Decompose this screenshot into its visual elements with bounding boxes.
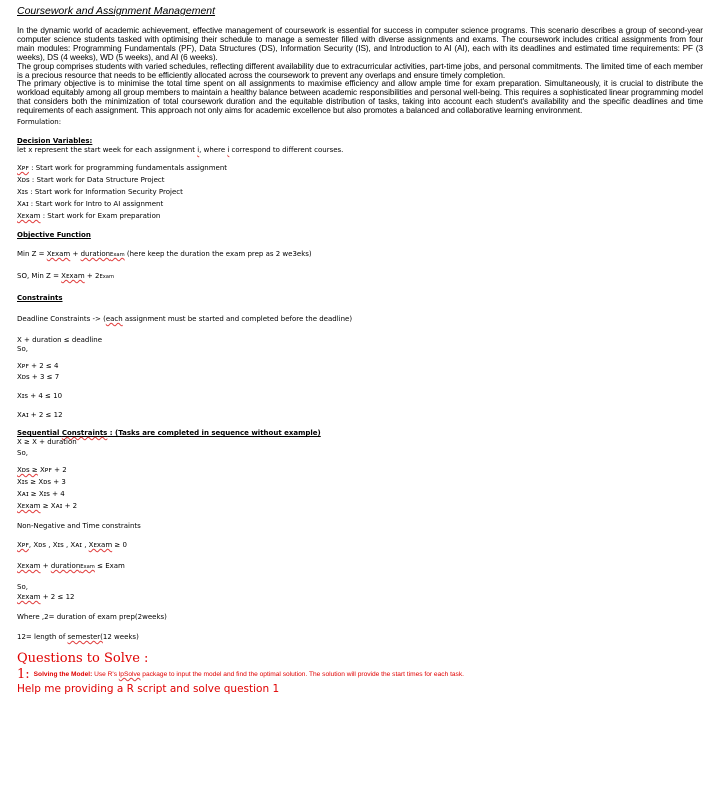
objective-line-2: SO, Min Z = Xᴇxam + 2Exam [17, 272, 115, 281]
nonneg-so: So, [17, 583, 28, 592]
deadline-ineq-ds: Xᴅꜱ + 3 ≤ 7 [17, 373, 60, 382]
decision-var-is: Xɪꜱ : Start work for Information Security Project [17, 188, 183, 197]
formulation-label: Formulation: [17, 118, 62, 127]
constraints-heading: Constraints [17, 294, 63, 303]
intro-paragraph-3: The primary objective is to minimise the total time spent on all assignments to maximise efficiency and allow ample time for exam preparation. Simultaneously, it is crucial to distribute the workload equitably among all group members to maintain a healthy balance between academic responsibilities and personal well-being. This requires a sophisticated linear programming model that considers both the minimization of total coursework duration and the equitable distribution of tasks, taking into account each student's availability and the specific deadlines and time requirements of each assignment. This approach not only aims for academic excellence but also promotes a balanced and collaborative learning environment. [17, 79, 703, 116]
sequential-line-ds: Xᴅꜱ ≥ Xᴘꜰ + 2 [17, 466, 67, 475]
nonneg-line-1: Xᴘꜰ, Xᴅꜱ , Xɪꜱ , Xᴀɪ , Xᴇxam ≥ 0 [17, 541, 127, 550]
document-title: Coursework and Assignment Management [17, 5, 216, 17]
document-page [17, 4, 703, 697]
sequential-line-is: Xɪꜱ ≥ Xᴅꜱ + 3 [17, 478, 66, 487]
nonneg-line-3: Xᴇxam + 2 ≤ 12 [17, 593, 75, 602]
decision-var-exam: Xᴇxam : Start work for Exam preparation [17, 212, 161, 221]
intro-text [17, 27, 703, 116]
decision-var-pf: Xᴘꜰ : Start work for programming fundamentals assignment [17, 164, 228, 173]
decision-variable-list [17, 164, 703, 221]
deadline-constraints-line: Deadline Constraints -> (each assignment must be started and completed before the deadline) [17, 315, 353, 324]
deadline-ineq-ai: Xᴀɪ + 2 ≤ 12 [17, 411, 63, 420]
sequential-heading: Sequential Constraints : (Tasks are completed in sequence without example) [17, 429, 321, 438]
objective-line-1: Min Z = Xᴇxam + durationExam (here keep the duration the exam prep as 2 we3eks) [17, 250, 312, 259]
deadline-rule: X + duration ≤ deadline [17, 336, 102, 345]
objective-heading: Objective Function [17, 231, 91, 240]
formulation-section [17, 118, 703, 642]
question-1: 1: Solving the Model: Use R's lpSolve package to input the model and find the optimal solution. The solution will provide the start times for each task. [17, 667, 464, 683]
sequential-line-ai: Xᴀɪ ≥ Xɪꜱ + 4 [17, 490, 65, 499]
decision-var-ai: Xᴀɪ : Start work for Intro to AI assignment [17, 200, 164, 209]
decision-let-line: let x represent the start week for each assignment i, where i correspond to different courses. [17, 146, 344, 155]
deadline-ineq-pf: Xᴘꜰ + 2 ≤ 4 [17, 362, 59, 371]
questions-heading: Questions to Solve : [17, 651, 149, 667]
help-request: Help me providing a R script and solve question 1 [17, 683, 280, 696]
intro-paragraph-1: In the dynamic world of academic achievement, effective management of coursework is essential for success in computer science programs. This scenario describes a group of second-year computer science students tasked with optimising their schedule to manage a semester filled with diverse assignments and exams. The coursework includes critical assignments from four main modules: Programming Fundamentals (PF), Data Structures (DS), Information Security (IS), and Introduction to AI (AI), each with its deadlines and estimated time requirements: PF (3 weeks), DS (4 weeks), WD (5 weeks), and AI (6 weeks). [17, 26, 703, 62]
sequential-line-exam: Xᴇxam ≥ Xᴀɪ + 2 [17, 502, 78, 511]
decision-variables-heading: Decision Variables: [17, 137, 93, 146]
nonneg-line-2: Xᴇxam + durationExam ≤ Exam [17, 562, 125, 571]
nonneg-heading: Non-Negative and Time constraints [17, 522, 141, 531]
deadline-so: So, [17, 345, 28, 354]
deadline-ineq-is: Xɪꜱ + 4 ≤ 10 [17, 392, 63, 401]
nonneg-where: Where ,2= duration of exam prep(2weeks) [17, 613, 167, 622]
intro-paragraph-2: The group comprises students with varied schedules, reflecting different availability due to extracurricular activities, part-time jobs, and personal commitments. The limited time of each member is a precious resource that needs to be efficiently allocated across the coursework to prevent any overlaps and ensure timely completion. [17, 61, 703, 80]
decision-var-ds: Xᴅꜱ : Start work for Data Structure Project [17, 176, 165, 185]
sequential-so: So, [17, 449, 28, 458]
nonneg-length: 12= length of semester(12 weeks) [17, 633, 139, 642]
sequential-rule: X ≥ X + duration [17, 438, 77, 447]
